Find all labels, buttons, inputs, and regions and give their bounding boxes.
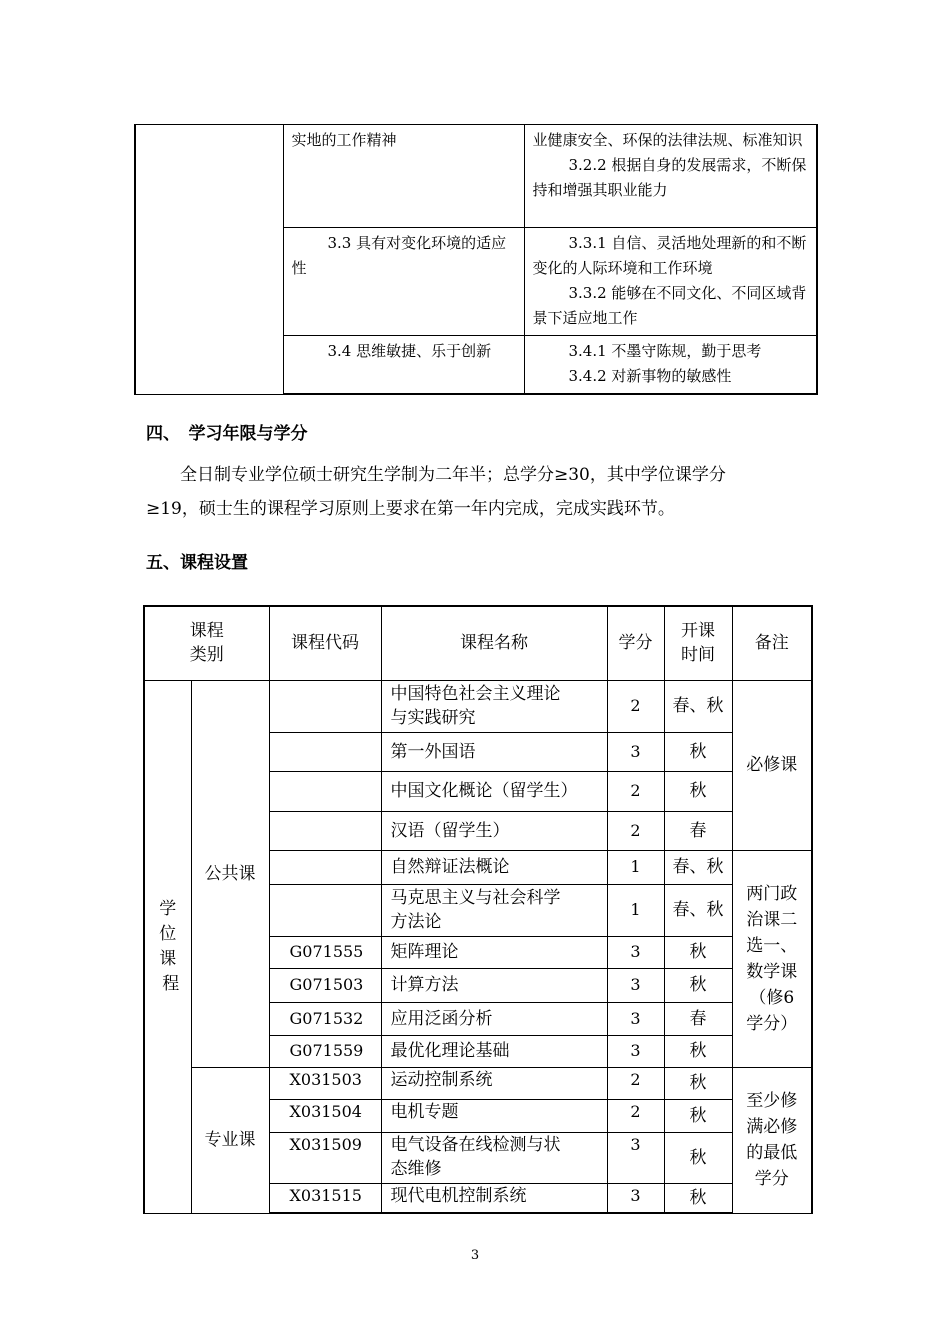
detail-text: 3.2.2 根据自身的发展需求，不断保持和增强其职业能力 [532,156,807,199]
course-name: 马克思主义与社会科学 方法论 [381,884,607,936]
table-row: 第一外国语 3 秋 [144,732,812,771]
header-code: 课程代码 [269,606,381,680]
course-name: 汉语（留学生） [381,811,607,850]
table-row: G071559 最优化理论基础 3 秋 [144,1035,812,1067]
course-name: 中国特色社会主义理论 与实践研究 [381,680,607,732]
course-name: 计算方法 [381,968,607,1002]
page-number: 3 [470,1248,480,1263]
objective-cell: 实地的工作精神 [283,125,524,228]
course-code: X031504 [269,1099,381,1132]
paragraph-line: 全日制专业学位硕士研究生学制为二年半；总学分≥30，其中学位课学分 [180,465,726,485]
course-code: G071559 [269,1035,381,1067]
table-row: G071503 计算方法 3 秋 [144,968,812,1002]
course-code: G071555 [269,936,381,968]
detail-text: 3.4.2 对新事物的敏感性 [568,367,732,385]
course-name: 最优化理论基础 [381,1035,607,1067]
table-row: G071555 矩阵理论 3 秋 [144,936,812,968]
detail-text: 业健康安全、环保的法律法规、标准知识 [532,131,803,149]
course-name: 电机专题 [381,1099,607,1132]
major-course-label: 专业课 [191,1067,269,1213]
public-course-label: 公共课 [191,680,269,1067]
table-header-row [144,606,812,680]
competency-category-cell [135,125,283,395]
course-name: 矩阵理论 [381,936,607,968]
table-row: 专业课 X031503 运动控制系统 2 秋 至少修 满必修 的最低 学分 [144,1067,812,1099]
detail-text: 3.3.1 自信、灵活地处理新的和不断变化的人际环境和工作环境 [532,234,807,277]
competency-table [134,124,818,395]
header-name: 课程名称 [381,606,607,680]
table-row: X031504 电机专题 2 秋 [144,1099,812,1132]
degree-course-label: 学 位 课 程 [144,680,191,1213]
table-row: X031509 电气设备在线检测与状 态维修 3 秋 [144,1132,812,1183]
header-credits: 学分 [607,606,664,680]
header-time: 开课 时间 [664,606,732,680]
header-note: 备注 [732,606,812,680]
note-minimum: 至少修 满必修 的最低 学分 [732,1067,812,1213]
section-4-heading: 四、 学习年限与学分 [146,424,308,444]
table-row: 马克思主义与社会科学 方法论 1 春、秋 [144,884,812,936]
course-code: X031503 [269,1067,381,1099]
table-row: X031515 现代电机控制系统 3 秋 [144,1183,812,1213]
objective-cell: 3.4 思维敏捷、乐于创新 [283,336,524,395]
table-row: 自然辩证法概论 1 春、秋 两门政 治课二 选一、 数学课 （修6 学分） [144,850,812,884]
course-name: 中国文化概论（留学生） [381,771,607,811]
note-required: 必修课 [732,680,812,850]
section-5-heading: 五、课程设置 [146,553,248,573]
course-name: 现代电机控制系统 [381,1183,607,1213]
course-table [143,605,813,1214]
table-row: G071532 应用泛函分析 3 春 [144,1002,812,1035]
table-row: 学 位 课 程 公共课 中国特色社会主义理论 与实践研究 2 春、秋 必修课 [144,680,812,732]
course-code: G071503 [269,968,381,1002]
objective-cell: 3.3 具有对变化环境的适应性 [283,228,524,336]
course-name: 运动控制系统 [381,1067,607,1099]
detail-text: 3.3.2 能够在不同文化、不同区域背景下适应地工作 [532,284,807,327]
table-row: 中国文化概论（留学生） 2 秋 [144,771,812,811]
course-name: 电气设备在线检测与状 态维修 [381,1132,607,1183]
detail-cell [524,228,817,336]
section-4-paragraph [146,458,806,526]
header-category: 课程 类别 [144,606,269,680]
course-code: G071532 [269,1002,381,1035]
table-row: 汉语（留学生） 2 春 [144,811,812,850]
detail-cell [524,336,817,395]
paragraph-line: ≥19，硕士生的课程学习原则上要求在第一年内完成，完成实践环节。 [146,499,675,519]
course-code: X031509 [269,1132,381,1183]
course-name: 应用泛函分析 [381,1002,607,1035]
course-code: X031515 [269,1183,381,1213]
note-choose: 两门政 治课二 选一、 数学课 （修6 学分） [732,850,812,1067]
detail-cell [524,125,817,228]
course-name: 第一外国语 [381,732,607,771]
detail-text: 3.4.1 不墨守陈规，勤于思考 [568,342,762,360]
course-name: 自然辩证法概论 [381,850,607,884]
